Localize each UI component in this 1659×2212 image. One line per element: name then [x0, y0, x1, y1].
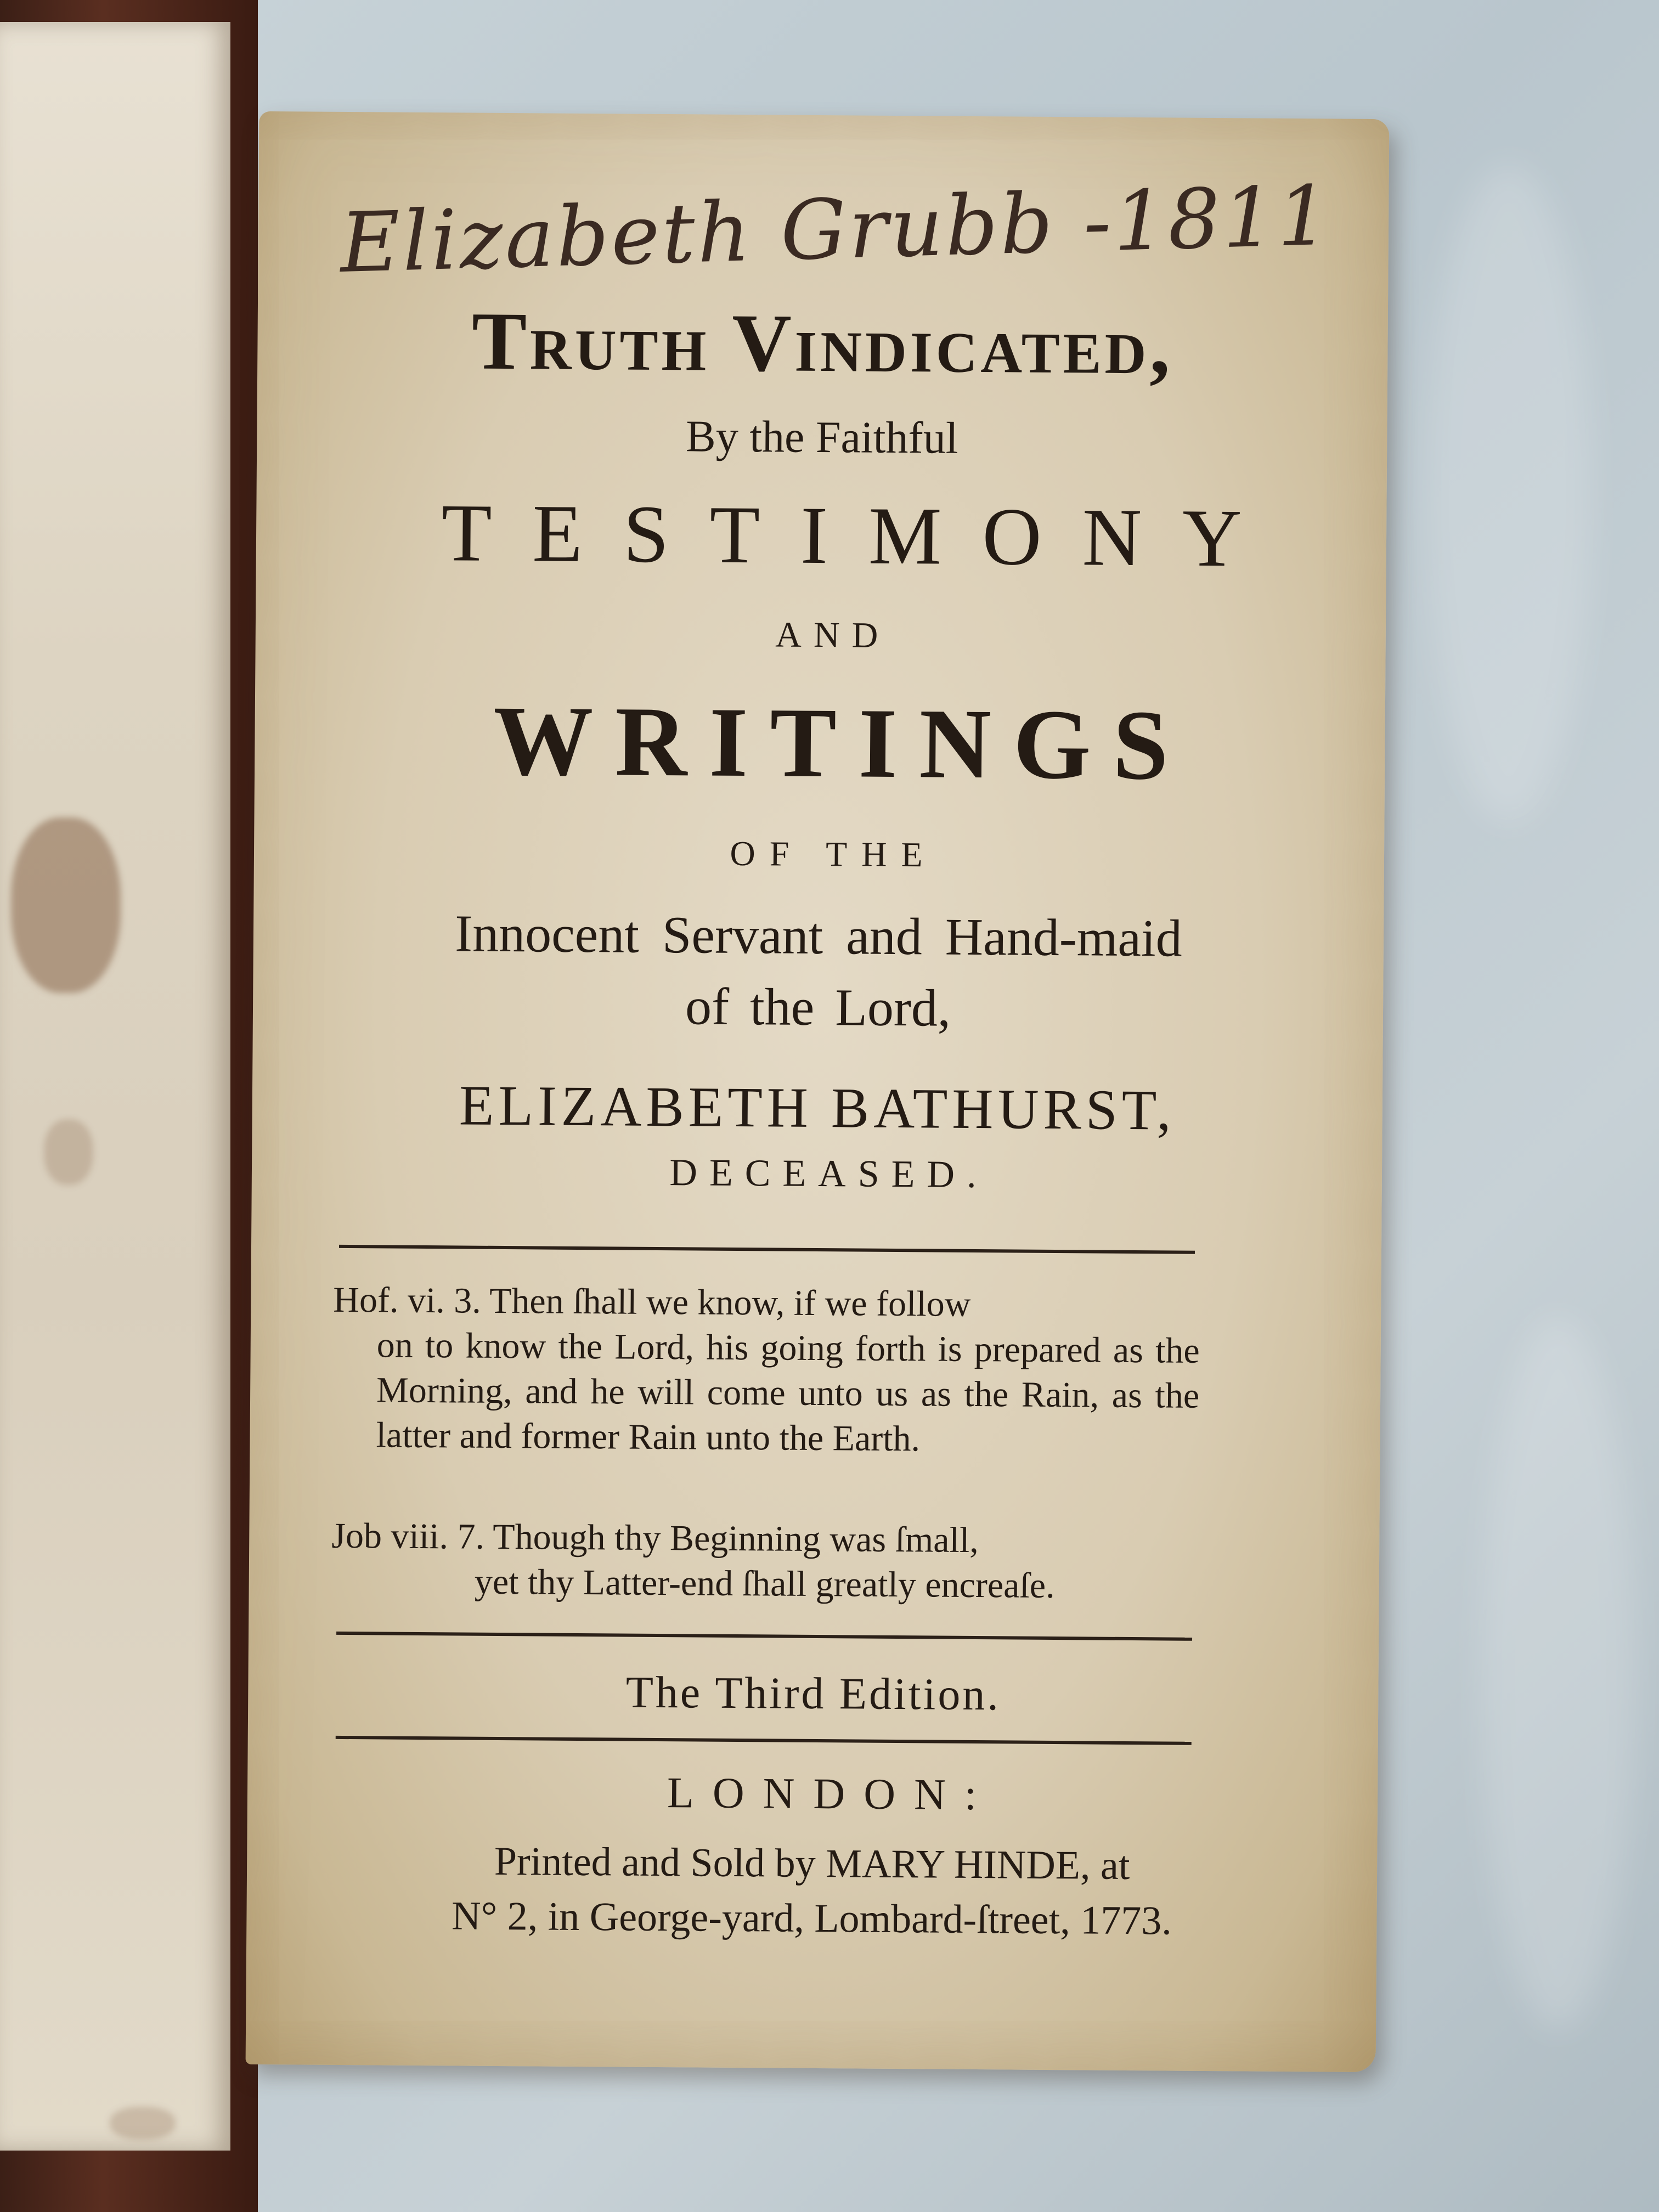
book-title: Truth Vindicated,	[471, 295, 1174, 392]
cloth-fold	[1426, 165, 1591, 823]
edition-label: The Third Edition.	[625, 1667, 1001, 1720]
and-word: AND	[775, 614, 890, 656]
stain	[110, 2107, 176, 2140]
handwritten-signature: Elizabeth Grubb -1811	[338, 168, 1333, 292]
divider-rule	[336, 1736, 1192, 1745]
deceased-label: DECEASED.	[669, 1152, 989, 1197]
imprint-city: LONDON:	[667, 1769, 996, 1820]
scripture-quote-hosea	[332, 1278, 1200, 1464]
subtitle: By the Faithful	[685, 411, 958, 463]
author-name: ELIZABETH BATHURST,	[459, 1074, 1176, 1142]
endpaper	[0, 22, 230, 2151]
quote-job-first-line: Job viii. 7. Though thy Beginning was ſmall,	[331, 1515, 979, 1561]
quote-hosea-first-line: Hof. vi. 3. Then ſhall we know, if we follow	[333, 1279, 971, 1324]
servant-line-1: Innocent Servant and Hand-maid	[454, 904, 1183, 968]
imprint-line-2: N° 2, in George-yard, Lombard-ſtreet, 1773.	[451, 1893, 1172, 1944]
divider-rule	[336, 1632, 1192, 1641]
stain	[11, 817, 121, 993]
title-page	[246, 111, 1390, 2072]
testimony-heading: TESTIMONY	[441, 487, 1283, 584]
writings-heading: WRITINGS	[493, 685, 1191, 801]
scripture-quote-job	[331, 1514, 1198, 1610]
quote-job-body: yet thy Latter-end ſhall greatly encreaſe.	[474, 1561, 1055, 1606]
imprint-line-1: Printed and Sold by MARY HINDE, at	[494, 1838, 1130, 1889]
servant-line-2: of the Lord,	[685, 977, 951, 1037]
cloth-fold	[1481, 1317, 1635, 2030]
stain	[44, 1119, 93, 1185]
quote-hosea-body: on to know the Lord, his going forth is prepared as the Morning, and he will come unto us as the Rain, as the latter and former Rain unto the Earth.	[376, 1325, 1200, 1459]
of-the-words: OF THE	[730, 833, 937, 874]
divider-rule	[339, 1245, 1195, 1254]
